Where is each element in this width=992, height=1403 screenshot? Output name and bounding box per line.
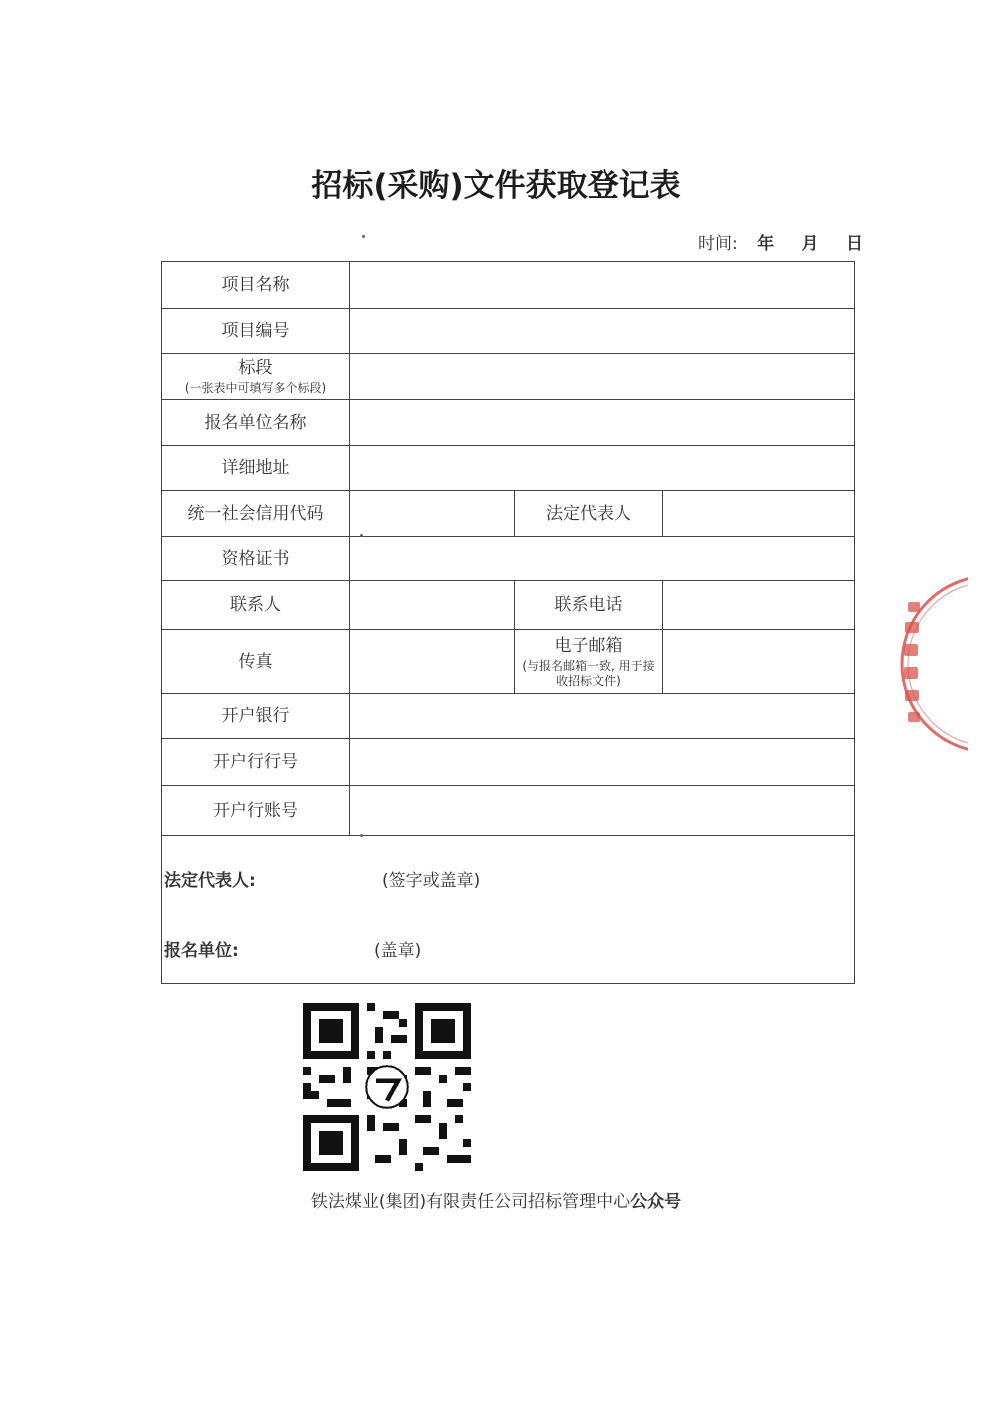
label-legal-rep: 法定代表人 (515, 491, 663, 537)
applicant-stamp-label: 报名单位: (164, 941, 239, 961)
field-applicant-name[interactable] (350, 400, 855, 446)
label-bank-no: 开户行行号 (162, 739, 350, 786)
applicant-stamp-note: (盖章) (374, 941, 422, 961)
scan-speck (360, 834, 363, 837)
footer-caption (0, 1187, 992, 1212)
field-project-no[interactable] (350, 309, 855, 354)
registration-form (161, 261, 855, 984)
caption-bold: 公众号 (630, 1192, 682, 1212)
field-bank[interactable] (350, 694, 855, 739)
red-seal-stamp (898, 572, 968, 757)
label-fax: 传真 (162, 630, 350, 694)
field-contact[interactable] (350, 581, 515, 630)
date-month: 月 (801, 234, 819, 254)
signature-area (162, 836, 855, 984)
label-qualification: 资格证书 (162, 537, 350, 581)
field-address[interactable] (350, 446, 855, 491)
field-fax[interactable] (350, 630, 515, 694)
label-contact: 联系人 (162, 581, 350, 630)
label-address: 详细地址 (162, 446, 350, 491)
applicant-stamp[interactable] (164, 936, 422, 961)
scan-speck (362, 235, 365, 238)
scan-speck (360, 534, 363, 537)
label-applicant-name: 报名单位名称 (162, 400, 350, 446)
label-project-name: 项目名称 (162, 262, 350, 309)
field-legal-rep[interactable] (663, 491, 855, 537)
legal-rep-signature[interactable] (164, 866, 481, 891)
date-line (698, 229, 863, 254)
label-phone: 联系电话 (515, 581, 663, 630)
label-credit-code: 统一社会信用代码 (162, 491, 350, 537)
label-project-no: 项目编号 (162, 309, 350, 354)
field-phone[interactable] (663, 581, 855, 630)
date-day: 日 (845, 234, 863, 254)
section-note: (一张表中可填写多个标段) (184, 381, 327, 395)
label-bank: 开户银行 (162, 694, 350, 739)
date-year: 年 (757, 234, 775, 254)
field-account-no[interactable] (350, 786, 855, 836)
page-title: 招标(采购)文件获取登记表 (311, 168, 681, 204)
date-label: 时间: (698, 234, 738, 254)
field-qualification[interactable] (350, 537, 855, 581)
field-email[interactable] (663, 630, 855, 694)
field-section[interactable] (350, 354, 855, 400)
field-bank-no[interactable] (350, 739, 855, 786)
field-project-name[interactable] (350, 262, 855, 309)
caption-main: 铁法煤业(集团)有限责任公司招标管理中心 (310, 1192, 631, 1212)
label-email: 电子邮箱 (与报名邮箱一致, 用于接收招标文件) (515, 630, 663, 694)
qr-code (303, 1003, 471, 1171)
email-note: (与报名邮箱一致, 用于接收招标文件) (522, 658, 655, 688)
legal-rep-signature-note: (签字或盖章) (382, 871, 481, 891)
legal-rep-signature-label: 法定代表人: (164, 871, 256, 891)
field-credit-code[interactable] (350, 491, 515, 537)
label-section: 标段 (一张表中可填写多个标段) (162, 354, 350, 400)
label-account-no: 开户行账号 (162, 786, 350, 836)
